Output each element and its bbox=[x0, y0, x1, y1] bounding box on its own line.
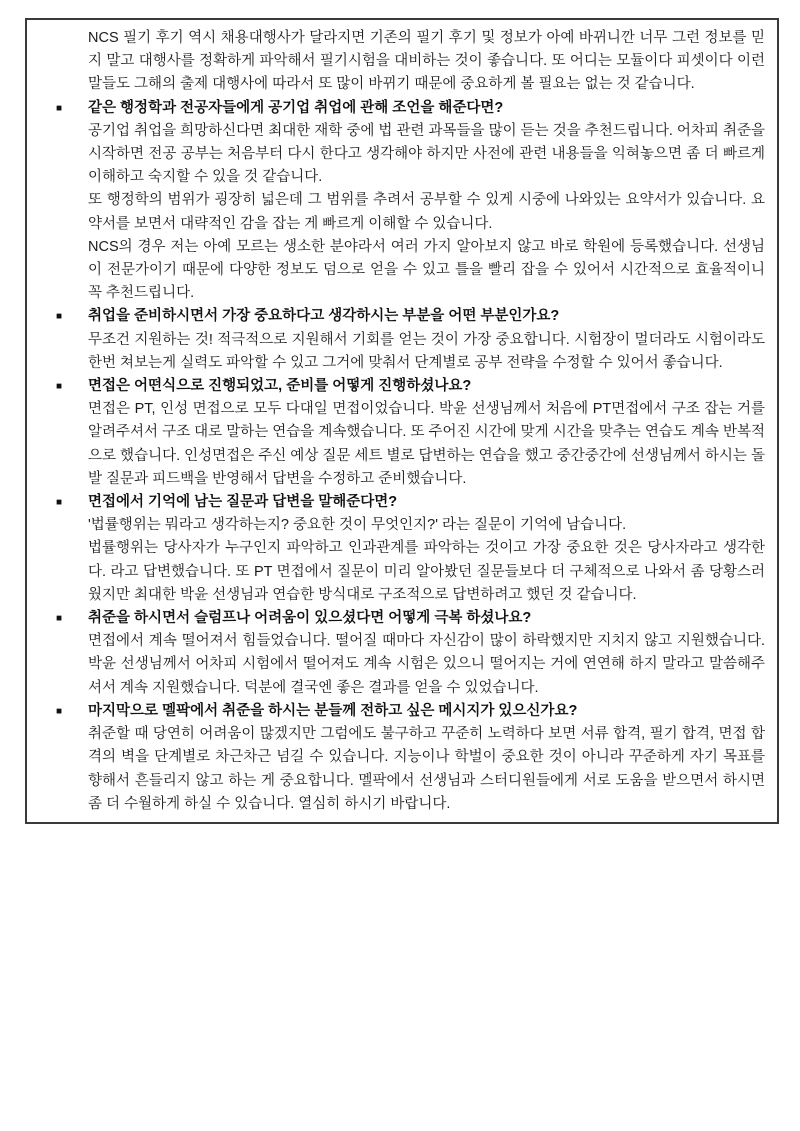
answer-paragraph: 면접에서 계속 떨어져서 힘들었습니다. 떨어질 때마다 자신감이 많이 하락했지만 지치지 않고 지원했습니다. 박윤 선생님께서 어차피 시험에서 떨어져도 계속 시험은 있으니 떨어지는 거에 연연해 하지 말라고 말씀해주셔서 계속 지원했습니다. 덕분에 결국엔 좋은 결과를 얻을 수 있었습니다. bbox=[88, 633, 765, 696]
qa-block bbox=[27, 491, 777, 607]
answer-text bbox=[88, 723, 777, 816]
answer-text bbox=[88, 514, 777, 607]
answer-text bbox=[88, 120, 777, 306]
answer-row bbox=[27, 723, 777, 816]
square-bullet-icon: ■ bbox=[56, 311, 63, 323]
question-row bbox=[27, 375, 777, 398]
square-bullet-icon: ■ bbox=[56, 102, 63, 114]
square-bullet-icon: ■ bbox=[56, 705, 63, 717]
answer-text bbox=[88, 630, 777, 700]
qa-block bbox=[27, 700, 777, 816]
question-row bbox=[27, 97, 777, 120]
answer-paragraph: 공기업 취업을 희망하신다면 최대한 재학 중에 법 관련 과목들을 많이 듣는 것을 추천드립니다. 어차피 취준을 시작하면 전공 공부는 처음부터 다시 한다고 생각해야 하지만 사전에 관련 내용들을 익혀놓으면 좀 더 빠르게 이해하고 숙지할 수 있을 것 같습니다. bbox=[88, 122, 765, 186]
answer-row bbox=[27, 120, 777, 306]
question-text: 취업을 준비하시면서 가장 중요하다고 생각하시는 부분을 어떤 부분인가요? bbox=[88, 308, 560, 325]
question-text: 마지막으로 멜팍에서 취준을 하시는 분들께 전하고 싶은 메시지가 있으신가요? bbox=[88, 702, 578, 719]
continuation-answer-row bbox=[27, 27, 777, 97]
answer-text bbox=[88, 398, 777, 491]
question-text: 취준을 하시면서 슬럼프나 어려움이 있으셨다면 어떻게 극복 하셨나요? bbox=[88, 610, 532, 627]
question-row bbox=[27, 491, 777, 514]
answer-row bbox=[27, 630, 777, 700]
answer-row bbox=[27, 514, 777, 607]
answer-paragraph: 취준할 때 당연히 어려움이 많겠지만 그럼에도 불구하고 꾸준히 노력하다 보면 서류 합격, 필기 합격, 면접 합격의 벽을 단계별로 차근차근 넘길 수 있습니다. 지능이나 학벌이 중요한 것이 아니라 꾸준하게 자기 목표를 향해서 흔들리지 않고 하는 게 중요합니다. 멜팍에서 선생님과 스터디원들에게 서로 도움을 받으면서 하시면 좀 더 수월하게 하실 수 있습니다. 열심히 하시기 바랍니다. bbox=[88, 726, 765, 812]
answer-paragraph: NCS 필기 후기 역시 채용대행사가 달라지면 기존의 필기 후기 및 정보가 아예 바뀌니깐 너무 그런 정보를 믿지 말고 대행사를 정확하게 파악해서 필기시험을 대비하는 것이 좋습니다. 또 어디는 모듈이다 피셋이다 이런 말들도 그해의 출제 대행사에 따라서 또 많이 바뀌기 때문에 중요하게 볼 필요는 없는 것 같습니다. bbox=[88, 30, 765, 93]
question-text: 면접은 어떤식으로 진행되었고, 준비를 어떻게 진행하셨나요? bbox=[88, 378, 472, 395]
answer-paragraph: 법률행위는 당사자가 누구인지 파악하고 인과관계를 파악하는 것이고 가장 중요한 것은 당사자라고 생각한다. 라고 답변했습니다. 또 PT 면접에서 질문이 미리 알아봤던 질문들보다 더 구체적으로 나와서 좀 당황스러웠지만 최대한 박윤 선생님과 연습한 방식대로 구조적으로 답변하려고 했던 것 같습니다. bbox=[88, 540, 765, 603]
answer-paragraph: 면접은 PT, 인성 면접으로 모두 다대일 면접이었습니다. 박윤 선생님께서 처음에 PT면접에서 구조 잡는 거를 알려주셔서 구조 대로 말하는 연습을 계속했습니다. 또 주어진 시간에 맞게 시간을 맞추는 연습도 계속 반복적으로 했습니다. 인성면접은 주신 예상 질문 세트 별로 답변하는 연습을 했고 중간중간에 선생님께서 하시는 돌발 질문과 피드백을 반영해서 답변을 수정하고 준비했습니다. bbox=[88, 401, 765, 487]
qa-block bbox=[27, 305, 777, 375]
question-row bbox=[27, 305, 777, 328]
square-bullet-icon: ■ bbox=[56, 613, 63, 625]
answer-paragraph: 또 행정학의 범위가 굉장히 넓은데 그 범위를 추려서 공부할 수 있게 시중에 나와있는 요약서가 있습니다. 요약서를 보면서 대략적인 감을 잡는 게 빠르게 이해할 수 있습니다. bbox=[88, 192, 765, 232]
interview-content-box bbox=[25, 18, 779, 824]
qa-block bbox=[27, 97, 777, 306]
answer-text bbox=[88, 27, 777, 97]
answer-paragraph: '법률행위는 뭐라고 생각하는지? 중요한 것이 무엇인지?' 라는 질문이 기억에 남습니다. bbox=[88, 517, 627, 534]
answer-paragraph: NCS의 경우 저는 아예 모르는 생소한 분야라서 여러 가지 알아보지 않고 바로 학원에 등록했습니다. 선생님이 전문가이기 때문에 다양한 정보도 덤으로 얻을 수 있고 틀을 빨리 잡을 수 있어서 시간적으로 효율적이니 꼭 추천드립니다. bbox=[88, 238, 765, 302]
qa-block bbox=[27, 375, 777, 491]
answer-row bbox=[27, 398, 777, 491]
question-text: 면접에서 기억에 남는 질문과 답변을 말해준다면? bbox=[88, 494, 398, 511]
square-bullet-icon: ■ bbox=[56, 381, 63, 393]
answer-paragraph: 무조건 지원하는 것! 적극적으로 지원해서 기회를 얻는 것이 가장 중요합니다. 시험장이 멀더라도 시험이라도 한번 쳐보는게 실력도 파악할 수 있고 그거에 맞춰서 단계별로 공부 전략을 수정할 수 있어서 좋습니다. bbox=[88, 331, 765, 371]
answer-row bbox=[27, 329, 777, 375]
answer-text bbox=[88, 329, 777, 375]
square-bullet-icon: ■ bbox=[56, 497, 63, 509]
question-text: 같은 행정학과 전공자들에게 공기업 취업에 관해 조언을 해준다면? bbox=[88, 99, 504, 116]
question-row bbox=[27, 607, 777, 630]
qa-block bbox=[27, 607, 777, 700]
question-row bbox=[27, 700, 777, 723]
